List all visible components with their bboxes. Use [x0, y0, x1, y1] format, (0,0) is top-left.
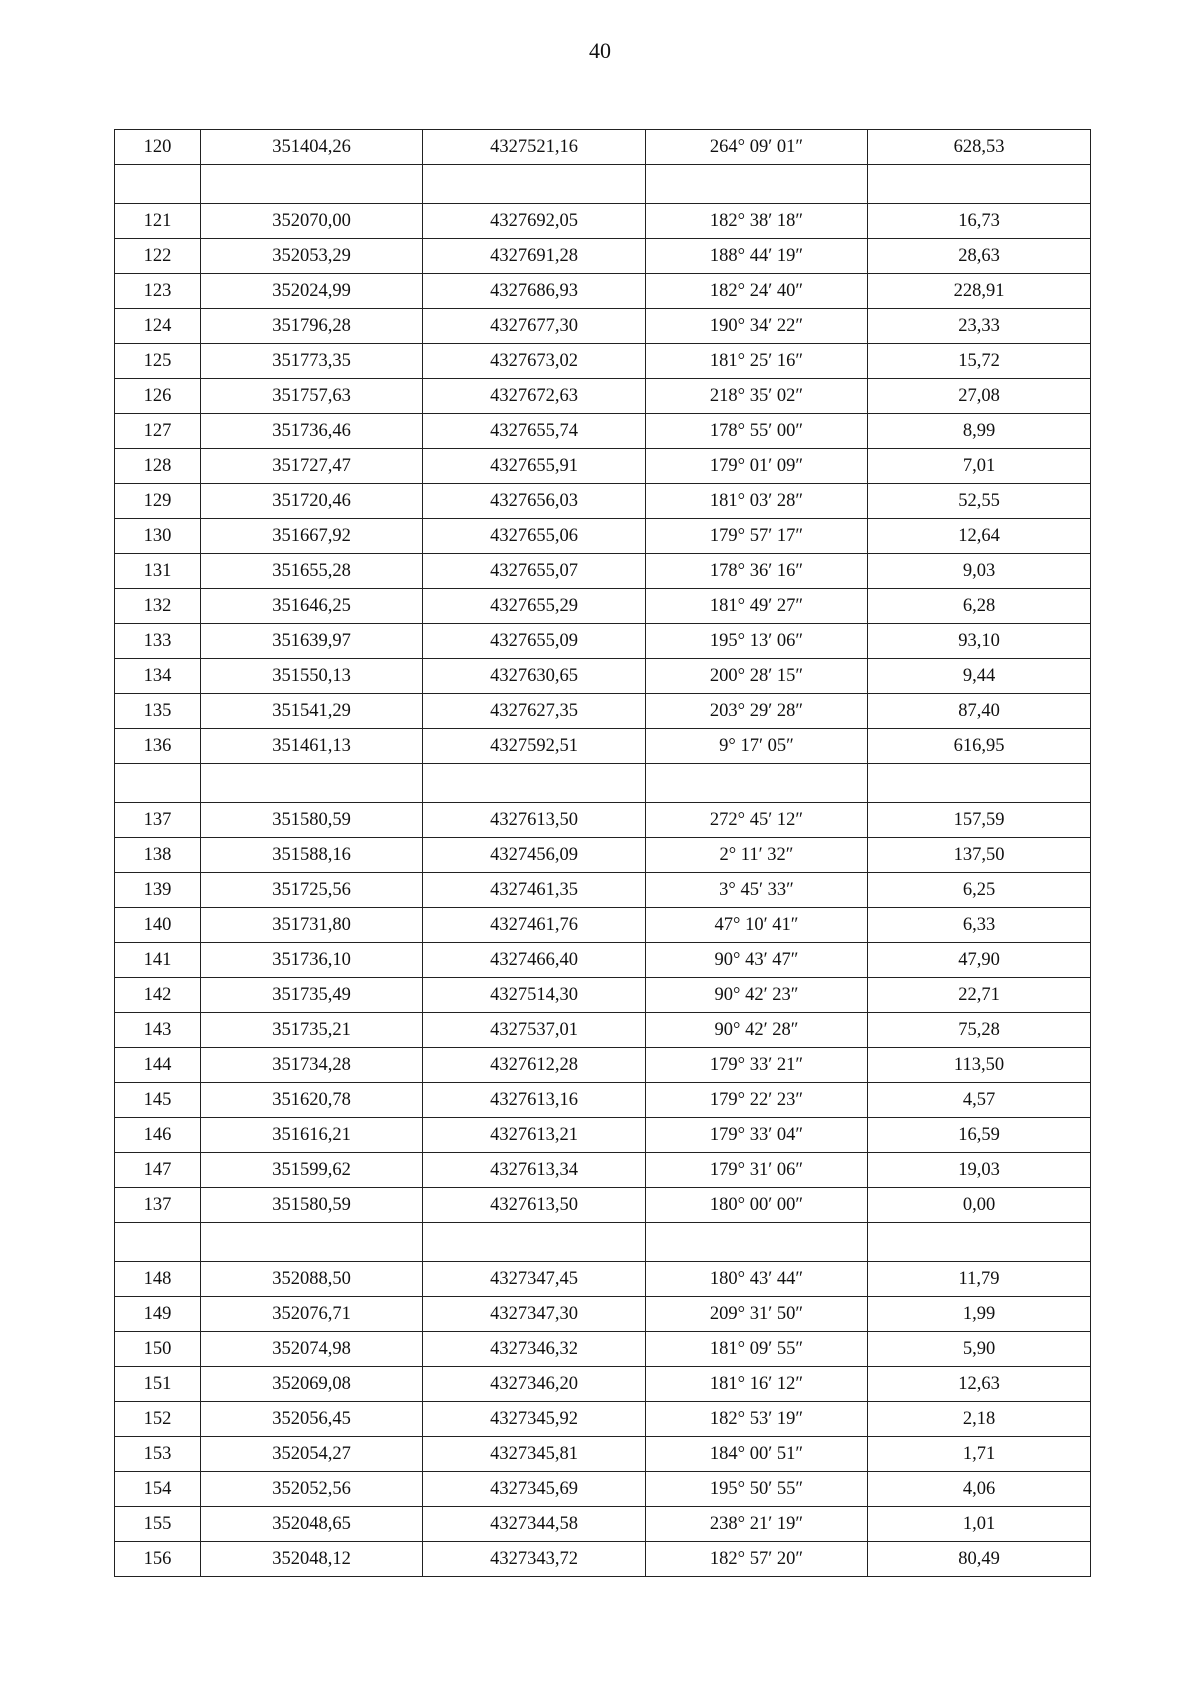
distance-cell: 6,25	[868, 873, 1091, 908]
empty-cell	[423, 1223, 646, 1262]
distance-cell: 113,50	[868, 1048, 1091, 1083]
distance-cell: 80,49	[868, 1542, 1091, 1577]
distance-cell: 1,01	[868, 1507, 1091, 1542]
empty-cell	[201, 1223, 423, 1262]
table-row	[115, 554, 1091, 589]
angle-cell: 179° 31′ 06″	[646, 1153, 868, 1188]
y-coordinate-cell: 4327672,63	[423, 379, 646, 414]
x-coordinate-cell: 351599,62	[201, 1153, 423, 1188]
empty-cell	[201, 764, 423, 803]
coordinates-table	[114, 129, 1091, 1577]
table-row	[115, 1083, 1091, 1118]
point-number-cell: 150	[115, 1332, 201, 1367]
point-number-cell: 141	[115, 943, 201, 978]
y-coordinate-cell: 4327692,05	[423, 204, 646, 239]
angle-cell: 184° 00′ 51″	[646, 1437, 868, 1472]
distance-cell: 9,44	[868, 659, 1091, 694]
table-row	[115, 589, 1091, 624]
angle-cell: 218° 35′ 02″	[646, 379, 868, 414]
distance-cell: 19,03	[868, 1153, 1091, 1188]
y-coordinate-cell: 4327345,69	[423, 1472, 646, 1507]
x-coordinate-cell: 351646,25	[201, 589, 423, 624]
x-coordinate-cell: 351731,80	[201, 908, 423, 943]
table-row	[115, 1262, 1091, 1297]
point-number-cell: 121	[115, 204, 201, 239]
x-coordinate-cell: 351735,49	[201, 978, 423, 1013]
x-coordinate-cell: 351796,28	[201, 309, 423, 344]
table-row	[115, 729, 1091, 764]
angle-cell: 181° 03′ 28″	[646, 484, 868, 519]
table-row	[115, 1118, 1091, 1153]
angle-cell: 209° 31′ 50″	[646, 1297, 868, 1332]
separator-row	[115, 165, 1091, 204]
angle-cell: 272° 45′ 12″	[646, 803, 868, 838]
point-number-cell: 125	[115, 344, 201, 379]
x-coordinate-cell: 352088,50	[201, 1262, 423, 1297]
x-coordinate-cell: 351541,29	[201, 694, 423, 729]
empty-cell	[646, 165, 868, 204]
y-coordinate-cell: 4327343,72	[423, 1542, 646, 1577]
empty-cell	[115, 165, 201, 204]
table-row	[115, 978, 1091, 1013]
y-coordinate-cell: 4327627,35	[423, 694, 646, 729]
coordinates-table-body	[115, 130, 1091, 1577]
x-coordinate-cell: 351757,63	[201, 379, 423, 414]
x-coordinate-cell: 351588,16	[201, 838, 423, 873]
point-number-cell: 146	[115, 1118, 201, 1153]
y-coordinate-cell: 4327347,30	[423, 1297, 646, 1332]
point-number-cell: 136	[115, 729, 201, 764]
point-number-cell: 152	[115, 1402, 201, 1437]
table-row	[115, 908, 1091, 943]
angle-cell: 90° 42′ 23″	[646, 978, 868, 1013]
distance-cell: 137,50	[868, 838, 1091, 873]
x-coordinate-cell: 351736,46	[201, 414, 423, 449]
x-coordinate-cell: 352048,12	[201, 1542, 423, 1577]
empty-cell	[646, 1223, 868, 1262]
x-coordinate-cell: 351620,78	[201, 1083, 423, 1118]
point-number-cell: 142	[115, 978, 201, 1013]
point-number-cell: 145	[115, 1083, 201, 1118]
point-number-cell: 132	[115, 589, 201, 624]
x-coordinate-cell: 351655,28	[201, 554, 423, 589]
distance-cell: 22,71	[868, 978, 1091, 1013]
point-number-cell: 144	[115, 1048, 201, 1083]
table-row	[115, 1013, 1091, 1048]
point-number-cell: 137	[115, 803, 201, 838]
y-coordinate-cell: 4327461,76	[423, 908, 646, 943]
table-row	[115, 484, 1091, 519]
x-coordinate-cell: 352048,65	[201, 1507, 423, 1542]
distance-cell: 15,72	[868, 344, 1091, 379]
x-coordinate-cell: 351736,10	[201, 943, 423, 978]
x-coordinate-cell: 351727,47	[201, 449, 423, 484]
table-row	[115, 1048, 1091, 1083]
point-number-cell: 135	[115, 694, 201, 729]
x-coordinate-cell: 351735,21	[201, 1013, 423, 1048]
x-coordinate-cell: 351404,26	[201, 130, 423, 165]
angle-cell: 3° 45′ 33″	[646, 873, 868, 908]
separator-row	[115, 764, 1091, 803]
table-row	[115, 239, 1091, 274]
angle-cell: 179° 33′ 04″	[646, 1118, 868, 1153]
table-row	[115, 344, 1091, 379]
point-number-cell: 133	[115, 624, 201, 659]
point-number-cell: 124	[115, 309, 201, 344]
x-coordinate-cell: 352070,00	[201, 204, 423, 239]
distance-cell: 157,59	[868, 803, 1091, 838]
table-row	[115, 1542, 1091, 1577]
point-number-cell: 120	[115, 130, 201, 165]
table-row	[115, 1332, 1091, 1367]
point-number-cell: 154	[115, 1472, 201, 1507]
y-coordinate-cell: 4327514,30	[423, 978, 646, 1013]
point-number-cell: 139	[115, 873, 201, 908]
distance-cell: 16,59	[868, 1118, 1091, 1153]
distance-cell: 5,90	[868, 1332, 1091, 1367]
angle-cell: 190° 34′ 22″	[646, 309, 868, 344]
y-coordinate-cell: 4327655,07	[423, 554, 646, 589]
x-coordinate-cell: 351725,56	[201, 873, 423, 908]
point-number-cell: 131	[115, 554, 201, 589]
distance-cell: 7,01	[868, 449, 1091, 484]
point-number-cell: 123	[115, 274, 201, 309]
distance-cell: 8,99	[868, 414, 1091, 449]
angle-cell: 200° 28′ 15″	[646, 659, 868, 694]
table-row	[115, 1188, 1091, 1223]
page-number: 40	[589, 38, 611, 63]
table-row	[115, 838, 1091, 873]
x-coordinate-cell: 351550,13	[201, 659, 423, 694]
y-coordinate-cell: 4327466,40	[423, 943, 646, 978]
table-row	[115, 1507, 1091, 1542]
angle-cell: 182° 24′ 40″	[646, 274, 868, 309]
table-row	[115, 1402, 1091, 1437]
angle-cell: 180° 00′ 00″	[646, 1188, 868, 1223]
empty-cell	[201, 165, 423, 204]
distance-cell: 9,03	[868, 554, 1091, 589]
distance-cell: 27,08	[868, 379, 1091, 414]
point-number-cell: 147	[115, 1153, 201, 1188]
empty-cell	[115, 1223, 201, 1262]
x-coordinate-cell: 351580,59	[201, 1188, 423, 1223]
y-coordinate-cell: 4327346,20	[423, 1367, 646, 1402]
y-coordinate-cell: 4327677,30	[423, 309, 646, 344]
x-coordinate-cell: 351667,92	[201, 519, 423, 554]
distance-cell: 2,18	[868, 1402, 1091, 1437]
point-number-cell: 130	[115, 519, 201, 554]
angle-cell: 181° 16′ 12″	[646, 1367, 868, 1402]
x-coordinate-cell: 351461,13	[201, 729, 423, 764]
distance-cell: 52,55	[868, 484, 1091, 519]
x-coordinate-cell: 352024,99	[201, 274, 423, 309]
y-coordinate-cell: 4327346,32	[423, 1332, 646, 1367]
distance-cell: 6,28	[868, 589, 1091, 624]
y-coordinate-cell: 4327655,29	[423, 589, 646, 624]
x-coordinate-cell: 352054,27	[201, 1437, 423, 1472]
table-row	[115, 519, 1091, 554]
table-row	[115, 659, 1091, 694]
empty-cell	[646, 764, 868, 803]
point-number-cell: 143	[115, 1013, 201, 1048]
angle-cell: 179° 22′ 23″	[646, 1083, 868, 1118]
y-coordinate-cell: 4327347,45	[423, 1262, 646, 1297]
separator-row	[115, 1223, 1091, 1262]
point-number-cell: 148	[115, 1262, 201, 1297]
angle-cell: 9° 17′ 05″	[646, 729, 868, 764]
table-row	[115, 1297, 1091, 1332]
distance-cell: 28,63	[868, 239, 1091, 274]
x-coordinate-cell: 351773,35	[201, 344, 423, 379]
distance-cell: 616,95	[868, 729, 1091, 764]
table-row	[115, 379, 1091, 414]
x-coordinate-cell: 351734,28	[201, 1048, 423, 1083]
angle-cell: 182° 38′ 18″	[646, 204, 868, 239]
y-coordinate-cell: 4327655,09	[423, 624, 646, 659]
point-number-cell: 134	[115, 659, 201, 694]
distance-cell: 87,40	[868, 694, 1091, 729]
y-coordinate-cell: 4327345,81	[423, 1437, 646, 1472]
point-number-cell: 140	[115, 908, 201, 943]
angle-cell: 179° 33′ 21″	[646, 1048, 868, 1083]
distance-cell: 228,91	[868, 274, 1091, 309]
y-coordinate-cell: 4327345,92	[423, 1402, 646, 1437]
point-number-cell: 122	[115, 239, 201, 274]
angle-cell: 179° 57′ 17″	[646, 519, 868, 554]
table-row	[115, 1153, 1091, 1188]
x-coordinate-cell: 352056,45	[201, 1402, 423, 1437]
table-row	[115, 414, 1091, 449]
y-coordinate-cell: 4327613,16	[423, 1083, 646, 1118]
angle-cell: 203° 29′ 28″	[646, 694, 868, 729]
distance-cell: 1,99	[868, 1297, 1091, 1332]
table-row	[115, 274, 1091, 309]
x-coordinate-cell: 352052,56	[201, 1472, 423, 1507]
angle-cell: 182° 57′ 20″	[646, 1542, 868, 1577]
table-row	[115, 1472, 1091, 1507]
y-coordinate-cell: 4327344,58	[423, 1507, 646, 1542]
point-number-cell: 156	[115, 1542, 201, 1577]
y-coordinate-cell: 4327686,93	[423, 274, 646, 309]
distance-cell: 0,00	[868, 1188, 1091, 1223]
angle-cell: 238° 21′ 19″	[646, 1507, 868, 1542]
table-row	[115, 624, 1091, 659]
angle-cell: 178° 36′ 16″	[646, 554, 868, 589]
y-coordinate-cell: 4327656,03	[423, 484, 646, 519]
distance-cell: 1,71	[868, 1437, 1091, 1472]
point-number-cell: 155	[115, 1507, 201, 1542]
distance-cell: 4,06	[868, 1472, 1091, 1507]
y-coordinate-cell: 4327655,06	[423, 519, 646, 554]
empty-cell	[423, 764, 646, 803]
empty-cell	[868, 165, 1091, 204]
y-coordinate-cell: 4327612,28	[423, 1048, 646, 1083]
y-coordinate-cell: 4327691,28	[423, 239, 646, 274]
table-row	[115, 130, 1091, 165]
y-coordinate-cell: 4327592,51	[423, 729, 646, 764]
y-coordinate-cell: 4327456,09	[423, 838, 646, 873]
y-coordinate-cell: 4327461,35	[423, 873, 646, 908]
point-number-cell: 129	[115, 484, 201, 519]
y-coordinate-cell: 4327537,01	[423, 1013, 646, 1048]
angle-cell: 195° 50′ 55″	[646, 1472, 868, 1507]
point-number-cell: 138	[115, 838, 201, 873]
angle-cell: 2° 11′ 32″	[646, 838, 868, 873]
angle-cell: 182° 53′ 19″	[646, 1402, 868, 1437]
angle-cell: 181° 09′ 55″	[646, 1332, 868, 1367]
table-row	[115, 694, 1091, 729]
angle-cell: 90° 42′ 28″	[646, 1013, 868, 1048]
point-number-cell: 127	[115, 414, 201, 449]
angle-cell: 178° 55′ 00″	[646, 414, 868, 449]
table-row	[115, 309, 1091, 344]
y-coordinate-cell: 4327613,50	[423, 803, 646, 838]
x-coordinate-cell: 351616,21	[201, 1118, 423, 1153]
y-coordinate-cell: 4327673,02	[423, 344, 646, 379]
empty-cell	[868, 764, 1091, 803]
distance-cell: 6,33	[868, 908, 1091, 943]
angle-cell: 188° 44′ 19″	[646, 239, 868, 274]
table-row	[115, 449, 1091, 484]
empty-cell	[423, 165, 646, 204]
y-coordinate-cell: 4327655,74	[423, 414, 646, 449]
table-row	[115, 1437, 1091, 1472]
x-coordinate-cell: 351720,46	[201, 484, 423, 519]
y-coordinate-cell: 4327613,34	[423, 1153, 646, 1188]
y-coordinate-cell: 4327630,65	[423, 659, 646, 694]
table-row	[115, 1367, 1091, 1402]
x-coordinate-cell: 351639,97	[201, 624, 423, 659]
y-coordinate-cell: 4327613,50	[423, 1188, 646, 1223]
table-row	[115, 873, 1091, 908]
point-number-cell: 128	[115, 449, 201, 484]
empty-cell	[868, 1223, 1091, 1262]
point-number-cell: 151	[115, 1367, 201, 1402]
angle-cell: 181° 49′ 27″	[646, 589, 868, 624]
distance-cell: 47,90	[868, 943, 1091, 978]
distance-cell: 75,28	[868, 1013, 1091, 1048]
y-coordinate-cell: 4327655,91	[423, 449, 646, 484]
distance-cell: 4,57	[868, 1083, 1091, 1118]
distance-cell: 23,33	[868, 309, 1091, 344]
y-coordinate-cell: 4327613,21	[423, 1118, 646, 1153]
x-coordinate-cell: 352076,71	[201, 1297, 423, 1332]
table-row	[115, 943, 1091, 978]
angle-cell: 181° 25′ 16″	[646, 344, 868, 379]
point-number-cell: 137	[115, 1188, 201, 1223]
point-number-cell: 126	[115, 379, 201, 414]
angle-cell: 47° 10′ 41″	[646, 908, 868, 943]
x-coordinate-cell: 352069,08	[201, 1367, 423, 1402]
distance-cell: 93,10	[868, 624, 1091, 659]
distance-cell: 12,64	[868, 519, 1091, 554]
distance-cell: 16,73	[868, 204, 1091, 239]
point-number-cell: 149	[115, 1297, 201, 1332]
y-coordinate-cell: 4327521,16	[423, 130, 646, 165]
angle-cell: 264° 09′ 01″	[646, 130, 868, 165]
angle-cell: 90° 43′ 47″	[646, 943, 868, 978]
x-coordinate-cell: 352074,98	[201, 1332, 423, 1367]
table-row	[115, 204, 1091, 239]
table-row	[115, 803, 1091, 838]
angle-cell: 180° 43′ 44″	[646, 1262, 868, 1297]
point-number-cell: 153	[115, 1437, 201, 1472]
empty-cell	[115, 764, 201, 803]
angle-cell: 179° 01′ 09″	[646, 449, 868, 484]
distance-cell: 12,63	[868, 1367, 1091, 1402]
distance-cell: 628,53	[868, 130, 1091, 165]
x-coordinate-cell: 351580,59	[201, 803, 423, 838]
distance-cell: 11,79	[868, 1262, 1091, 1297]
angle-cell: 195° 13′ 06″	[646, 624, 868, 659]
x-coordinate-cell: 352053,29	[201, 239, 423, 274]
